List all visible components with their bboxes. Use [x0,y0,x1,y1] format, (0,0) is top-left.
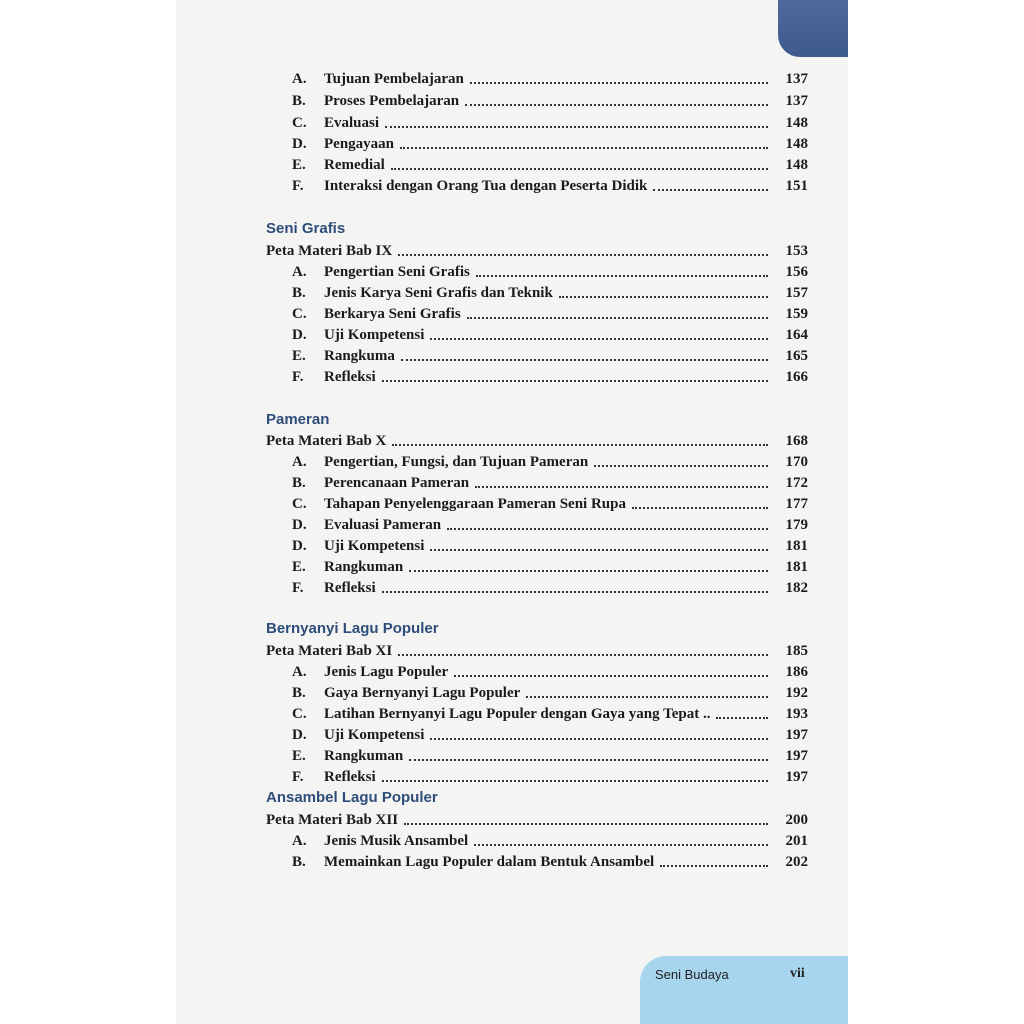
dot-leader [430,548,768,551]
entry-letter: A. [292,664,307,680]
toc-entry [292,301,808,322]
entry-page-number: 153 [785,243,808,259]
dot-leader [404,822,768,825]
entry-page-number: 159 [785,306,808,322]
entry-page-number: 137 [785,93,808,109]
entry-page-number: 172 [785,475,808,491]
entry-letter: A. [292,264,307,280]
entry-title: Jenis Lagu Populer [324,664,449,680]
dot-leader [382,779,768,782]
entry-title: Uji Kompetensi [324,538,425,554]
entry-letter: D. [292,538,307,554]
dot-leader [447,527,768,530]
dot-leader [382,590,768,593]
entry-letter: D. [292,136,307,152]
entry-page-number: 193 [785,706,808,722]
entry-letter: E. [292,748,306,764]
entry-page-number: 148 [785,115,808,131]
entry-letter: E. [292,559,306,575]
dot-leader [454,674,768,677]
dot-leader [391,167,768,170]
toc-entry [292,173,808,194]
entry-title: Rangkuma [324,348,395,364]
entry-letter: D. [292,727,307,743]
chapter-map-entry [266,638,808,659]
entry-letter: C. [292,306,307,322]
entry-title: Evaluasi [324,115,380,131]
entry-title: Jenis Karya Seni Grafis dan Teknik [324,285,553,301]
entry-page-number: 197 [785,727,808,743]
entry-letter: A. [292,71,307,87]
entry-title: Gaya Bernyanyi Lagu Populer [324,685,521,701]
entry-page-number: 197 [785,748,808,764]
toc-entry [292,66,808,87]
toc-entry [292,512,808,533]
entry-page-number: 170 [785,454,808,470]
entry-page-number: 179 [785,517,808,533]
entry-title: Pengayaan [324,136,395,152]
entry-letter: D. [292,327,307,343]
toc-entry [292,259,808,280]
entry-page-number: 165 [785,348,808,364]
dot-leader [594,464,768,467]
entry-page-number: 186 [785,664,808,680]
toc-entry [292,449,808,470]
entry-title: Latihan Bernyanyi Lagu Populer dengan Gaya yang Tepat .. [324,706,711,722]
entry-letter: B. [292,93,306,109]
dot-leader [474,843,768,846]
entry-title: Peta Materi Bab X [266,433,387,449]
dot-leader [632,506,768,509]
entry-title: Tujuan Pembelajaran [324,71,464,87]
entry-page-number: 151 [785,178,808,194]
dot-leader [559,295,768,298]
dot-leader [392,443,768,446]
toc-entry [292,88,808,109]
dot-leader [398,253,768,256]
dot-leader [716,716,768,719]
dot-leader [476,274,768,277]
section-heading: Seni Grafis [266,220,346,237]
dot-leader [400,146,768,149]
entry-page-number: 185 [785,643,808,659]
entry-title: Jenis Musik Ansambel [324,833,469,849]
entry-title: Evaluasi Pameran [324,517,442,533]
toc-entry [292,491,808,512]
entry-page-number: 166 [785,369,808,385]
entry-letter: B. [292,854,306,870]
toc-entry [292,280,808,301]
toc-entry [292,131,808,152]
entry-letter: F. [292,580,304,596]
dot-leader [653,188,768,191]
toc-entry [292,533,808,554]
chapter-map-entry [266,238,808,259]
entry-letter: B. [292,685,306,701]
entry-page-number: 182 [785,580,808,596]
entry-letter: C. [292,496,307,512]
entry-title: Pengertian, Fungsi, dan Tujuan Pameran [324,454,589,470]
entry-letter: B. [292,285,306,301]
toc-entry [292,828,808,849]
dot-leader [467,316,768,319]
section-heading: Pameran [266,411,330,428]
entry-title: Refleksi [324,369,376,385]
entry-letter: A. [292,833,307,849]
entry-letter: E. [292,157,306,173]
footer-book-title: Seni Budaya [655,967,729,982]
entry-page-number: 202 [785,854,808,870]
entry-letter: C. [292,115,307,131]
entry-page-number: 177 [785,496,808,512]
entry-title: Perencanaan Pameran [324,475,470,491]
toc-entry [292,743,808,764]
toc-entry [292,849,808,870]
entry-page-number: 181 [785,538,808,554]
toc-entry [292,343,808,364]
entry-title: Memainkan Lagu Populer dalam Bentuk Ansambel [324,854,655,870]
entry-page-number: 192 [785,685,808,701]
entry-letter: E. [292,348,306,364]
entry-letter: D. [292,517,307,533]
toc-entry [292,764,808,785]
dot-leader [475,485,768,488]
entry-page-number: 148 [785,136,808,152]
toc-entry [292,554,808,575]
entry-title: Uji Kompetensi [324,327,425,343]
entry-letter: F. [292,769,304,785]
entry-page-number: 168 [785,433,808,449]
toc-entry [292,659,808,680]
dot-leader [430,737,768,740]
section-heading: Ansambel Lagu Populer [266,789,438,806]
dot-leader [382,379,768,382]
entry-title: Pengertian Seni Grafis [324,264,470,280]
entry-page-number: 197 [785,769,808,785]
entry-page-number: 156 [785,264,808,280]
entry-letter: A. [292,454,307,470]
chapter-map-entry [266,428,808,449]
entry-title: Uji Kompetensi [324,727,425,743]
dot-leader [526,695,768,698]
entry-title: Tahapan Penyelenggaraan Pameran Seni Rupa [324,496,626,512]
toc-entry [292,364,808,385]
dot-leader [409,569,768,572]
entry-title: Remedial [324,157,385,173]
toc-entry [292,152,808,173]
entry-page-number: 148 [785,157,808,173]
dot-leader [660,864,768,867]
entry-letter: F. [292,369,304,385]
entry-title: Refleksi [324,769,376,785]
entry-title: Proses Pembelajaran [324,93,460,109]
entry-title: Peta Materi Bab XII [266,812,399,828]
entry-title: Rangkuman [324,748,404,764]
dot-leader [430,337,768,340]
toc-entry [292,575,808,596]
dot-leader [398,653,768,656]
entry-title: Peta Materi Bab IX [266,243,393,259]
entry-page-number: 201 [785,833,808,849]
entry-page-number: 200 [785,812,808,828]
toc-entry [292,110,808,131]
section-heading: Bernyanyi Lagu Populer [266,620,439,637]
footer-page-number: vii [790,966,805,981]
entry-title: Refleksi [324,580,376,596]
entry-title: Berkarya Seni Grafis [324,306,461,322]
entry-letter: F. [292,178,304,194]
toc-entry [292,470,808,491]
dot-leader [401,358,768,361]
entry-title: Interaksi dengan Orang Tua dengan Peserta Didik [324,178,648,194]
chapter-map-entry [266,807,808,828]
toc-entry [292,701,808,722]
entry-page-number: 164 [785,327,808,343]
dot-leader [409,758,768,761]
entry-page-number: 157 [785,285,808,301]
dot-leader [470,81,768,84]
entry-letter: C. [292,706,307,722]
entry-letter: B. [292,475,306,491]
toc-entry [292,322,808,343]
entry-title: Rangkuman [324,559,404,575]
dot-leader [465,103,768,106]
entry-page-number: 181 [785,559,808,575]
toc-entry [292,680,808,701]
dot-leader [385,125,768,128]
toc-entry [292,722,808,743]
entry-page-number: 137 [785,71,808,87]
entry-title: Peta Materi Bab XI [266,643,393,659]
